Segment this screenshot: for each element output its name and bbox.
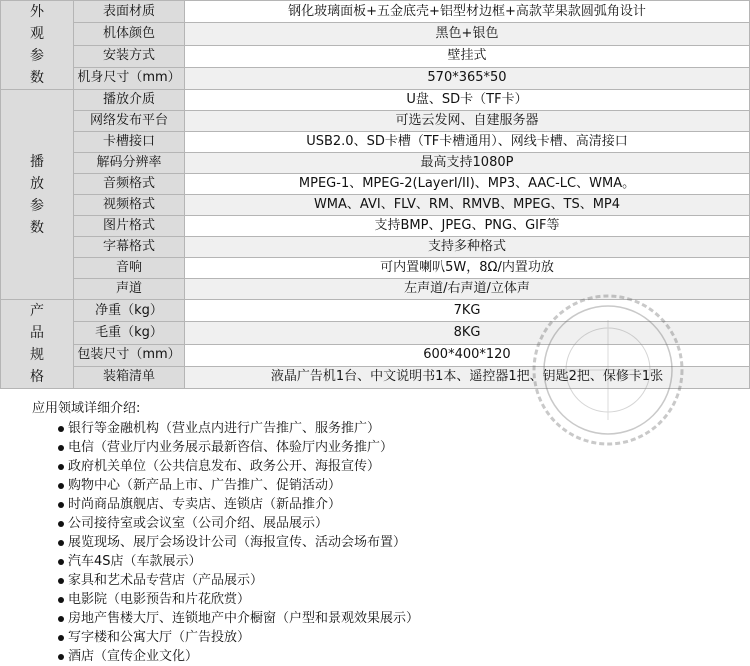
row-value: 支持多种格式 [185,237,750,258]
list-item: 银行等金融机构（营业点内进行广告推广、服务推广） [58,419,419,438]
row-label: 卡槽接口 [74,132,185,153]
row-value: 可内置喇叭5W，8Ω/内置功放 [185,258,750,279]
list-item: 酒店（宣传企业文化） [58,647,419,666]
bullet-icon [58,654,64,660]
bullet-icon [58,635,64,641]
bullet-icon [58,445,64,451]
row-value: 8KG [185,322,750,344]
row-label: 网络发布平台 [74,111,185,132]
row-value: 左声道/右声道/立体声 [185,279,750,300]
row-label: 机身尺寸（mm） [74,67,185,89]
list-item: 时尚商品旗舰店、专卖店、连锁店（新品推介） [58,495,419,514]
bullet-icon [58,616,64,622]
row-value: 最高支持1080P [185,153,750,174]
group-playback: 播放参数 [1,90,74,300]
row-value: WMA、AVI、FLV、RM、RMVB、MPEG、TS、MP4 [185,195,750,216]
row-value: MPEG-1、MPEG-2(LayerI/II)、MP3、AAC-LC、WMA。 [185,174,750,195]
row-label: 安装方式 [74,45,185,67]
bullet-icon [58,426,64,432]
row-label: 机体颜色 [74,23,185,45]
list-item: 写字楼和公寓大厅（广告投放） [58,628,419,647]
row-label: 字幕格式 [74,237,185,258]
row-value: 壁挂式 [185,45,750,67]
row-value: 液晶广告机1台、中文说明书1本、遥控器1把、钥匙2把、保修卡1张 [185,366,750,388]
applications-title: 应用领域详细介绍: [32,401,141,416]
row-label: 音频格式 [74,174,185,195]
row-label: 毛重（kg） [74,322,185,344]
row-label: 包装尺寸（mm） [74,344,185,366]
row-value: 黑色+银色 [185,23,750,45]
group-product: 产品规格 [1,300,74,389]
row-label: 视频格式 [74,195,185,216]
applications-list [58,419,419,666]
row-label: 净重（kg） [74,300,185,322]
list-item: 房地产售楼大厅、连锁地产中介橱窗（户型和景观效果展示） [58,609,419,628]
list-item: 公司接待室或会议室（公司介绍、展品展示） [58,514,419,533]
bullet-icon [58,464,64,470]
list-item: 家具和艺术品专营店（产品展示） [58,571,419,590]
bullet-icon [58,483,64,489]
bullet-icon [58,540,64,546]
row-value: 支持BMP、JPEG、PNG、GIF等 [185,216,750,237]
group-appearance: 外观参数 [1,1,74,90]
row-value: USB2.0、SD卡槽（TF卡槽通用）、网线卡槽、高清接口 [185,132,750,153]
bullet-icon [58,502,64,508]
list-item: 电影院（电影预告和片花欣赏） [58,590,419,609]
list-item: 展览现场、展厅会场设计公司（海报宣传、活动会场布置） [58,533,419,552]
row-value: 7KG [185,300,750,322]
bullet-icon [58,597,64,603]
row-label: 表面材质 [74,1,185,23]
row-label: 图片格式 [74,216,185,237]
row-value: U盘、SD卡（TF卡） [185,90,750,111]
row-value: 钢化玻璃面板+五金底壳+铝型材边框+高款苹果款圆弧角设计 [185,1,750,23]
row-label: 音响 [74,258,185,279]
row-label: 解码分辨率 [74,153,185,174]
row-value: 570*365*50 [185,67,750,89]
list-item: 购物中心（新产品上市、广告推广、促销活动） [58,476,419,495]
applications-section [32,399,420,666]
list-item: 电信（营业厅内业务展示最新咨信、体验厅内业务推广） [58,438,419,457]
bullet-icon [58,521,64,527]
row-value: 可选云发网、自建服务器 [185,111,750,132]
row-label: 播放介质 [74,90,185,111]
row-label: 声道 [74,279,185,300]
bullet-icon [58,578,64,584]
row-value: 600*400*120 [185,344,750,366]
bullet-icon [58,559,64,565]
list-item: 汽车4S店（车款展示） [58,552,419,571]
row-label: 装箱清单 [74,366,185,388]
list-item: 政府机关单位（公共信息发布、政务公开、海报宣传） [58,457,419,476]
